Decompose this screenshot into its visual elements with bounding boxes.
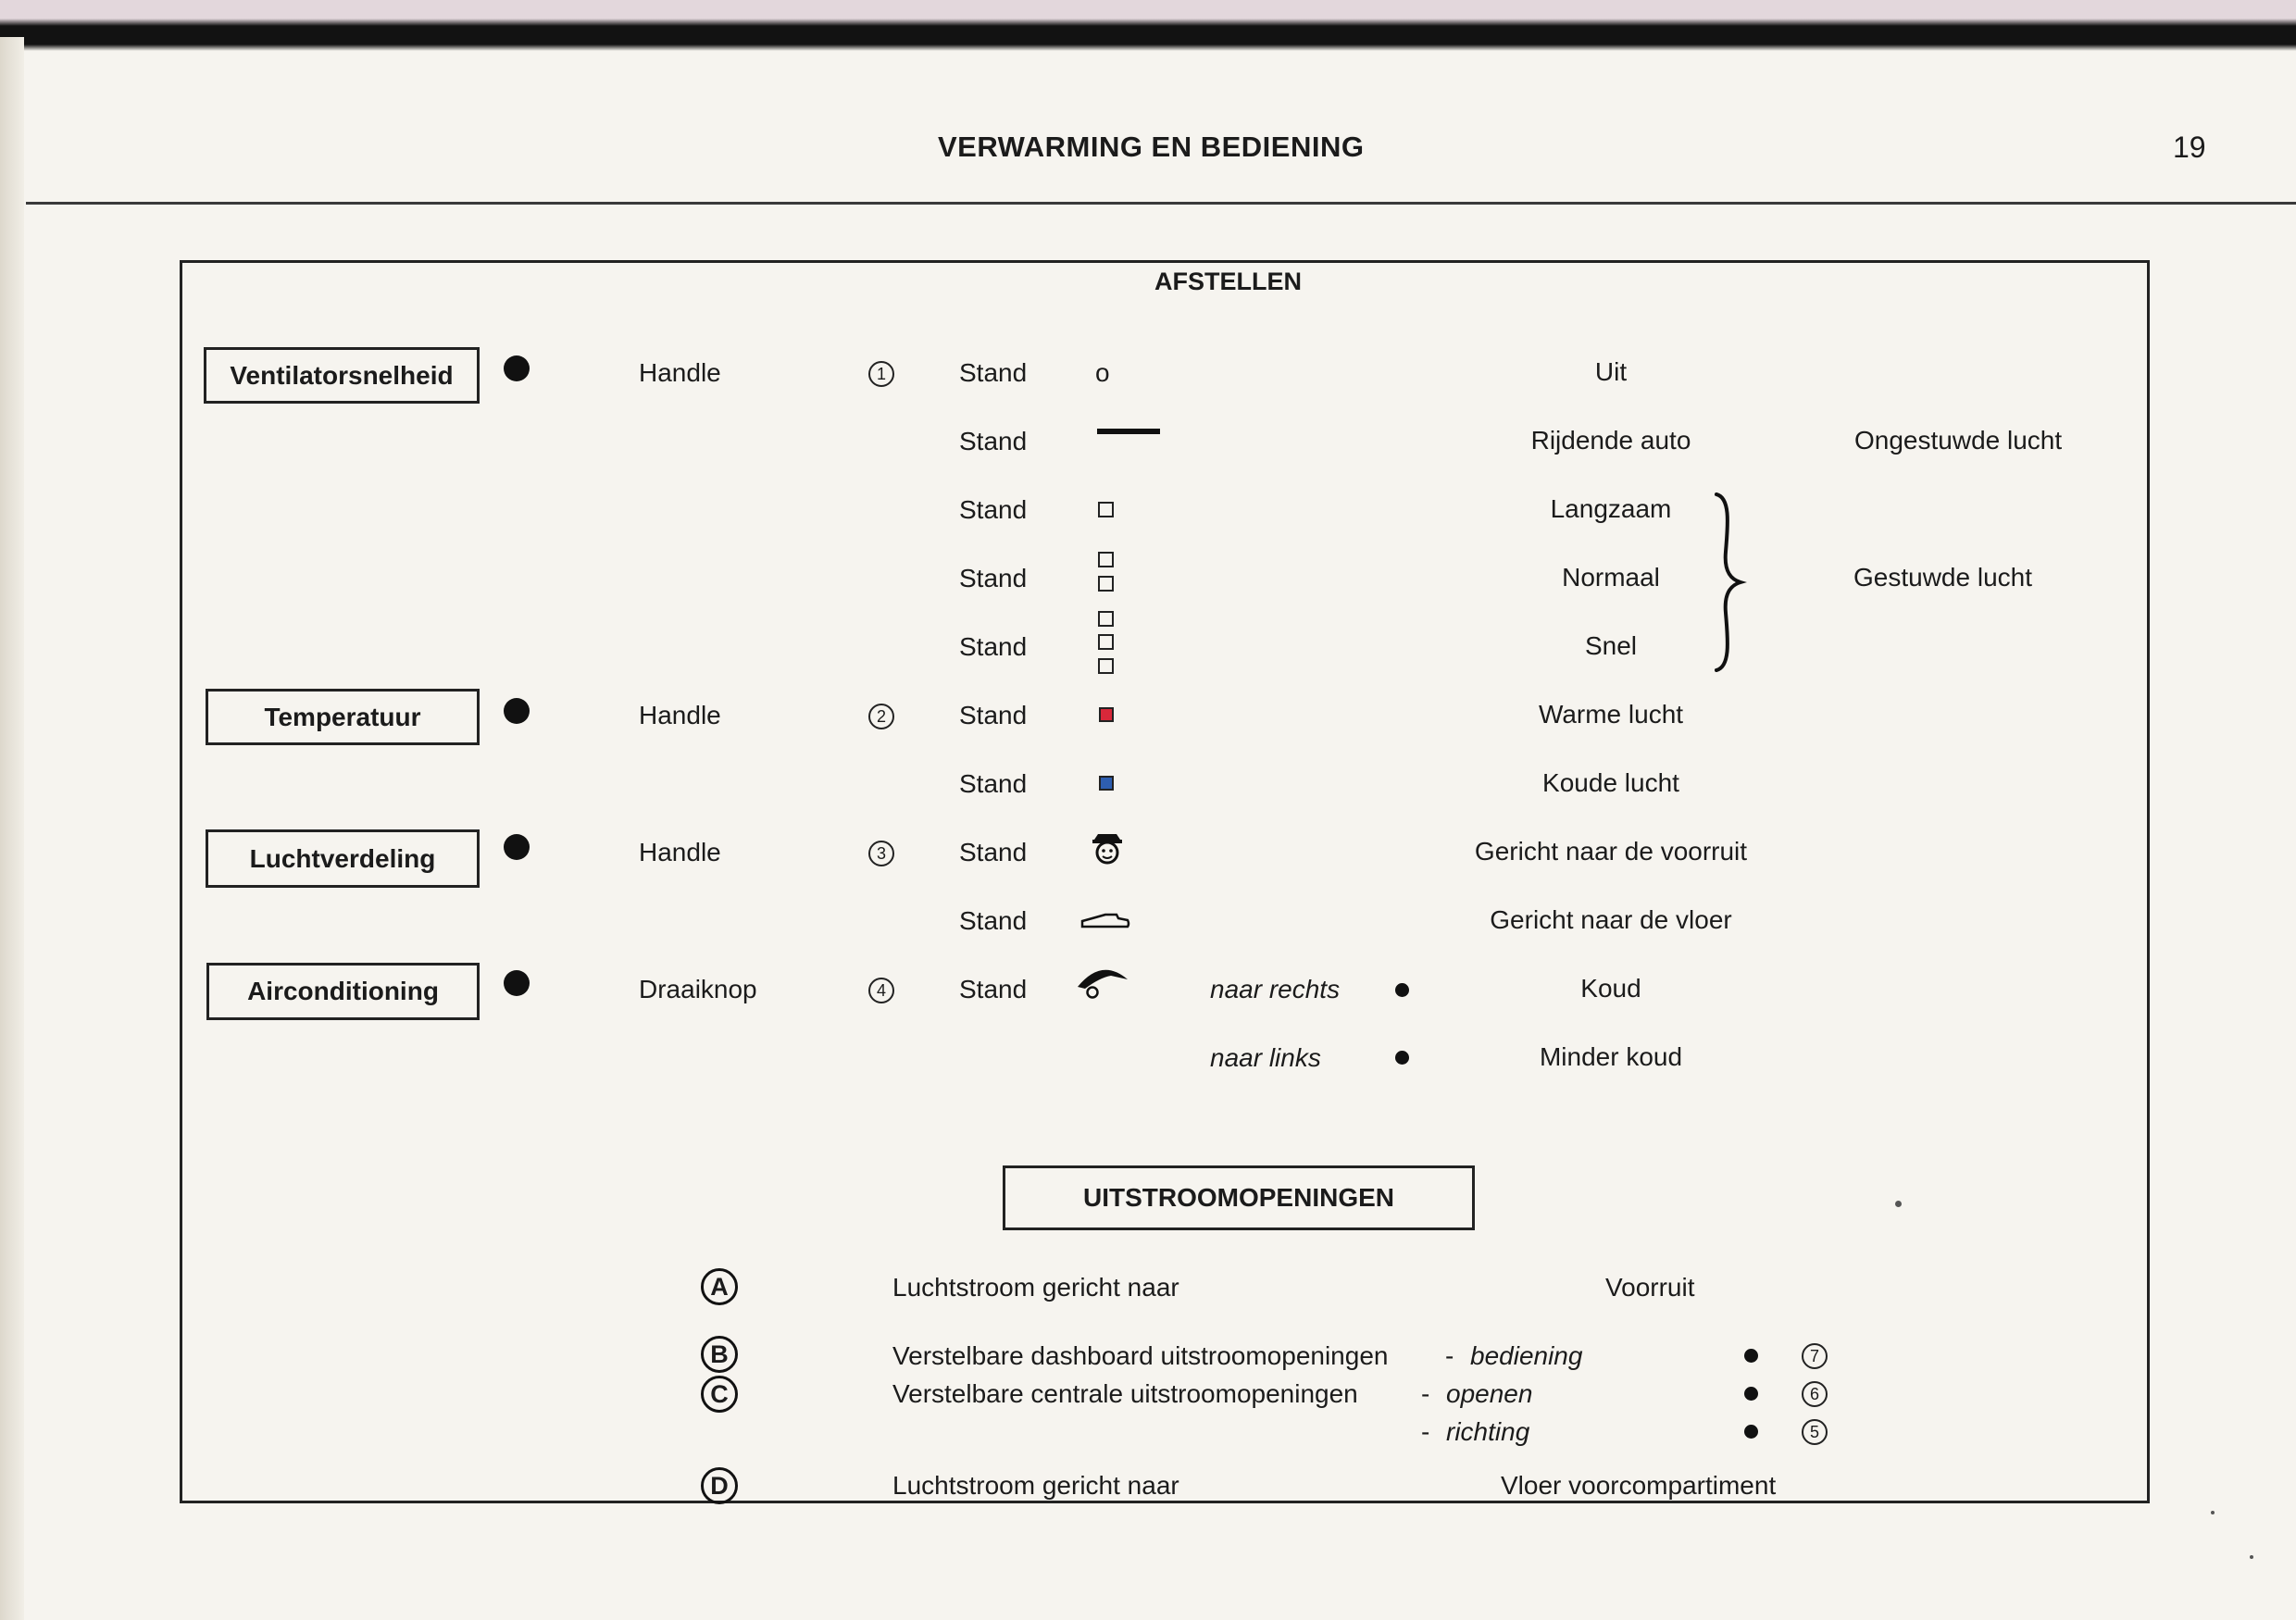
direction-label: naar rechts: [1210, 975, 1341, 1003]
label-airconditioning: Airconditioning: [206, 963, 480, 1020]
outlet-text: Verstelbare dashboard uitstroomopeningen: [892, 1341, 1389, 1370]
speed-1-icon: [1098, 502, 1114, 517]
floor-foot-icon: [1079, 910, 1131, 930]
outlet-dash: -: [1421, 1379, 1430, 1408]
afstellen-title: AFSTELLEN: [1154, 268, 1302, 295]
outlet-text: Luchtstroom gericht naar: [892, 1273, 1179, 1302]
curly-brace: [1713, 491, 1750, 674]
result-text: Minder koud: [1539, 1042, 1683, 1071]
circled-number: 6: [1802, 1381, 1828, 1407]
stand-label: Stand: [959, 769, 1028, 798]
air-type-note: Ongestuwde lucht: [1854, 426, 2063, 455]
bullet-dot: [504, 698, 530, 724]
off-symbol: o: [1095, 358, 1110, 387]
circled-number: 2: [868, 704, 894, 729]
outlet-dash: -: [1421, 1417, 1430, 1446]
warm-air-icon: [1099, 707, 1114, 722]
header-rule: [26, 202, 2296, 205]
circled-number: 4: [868, 978, 894, 1003]
stand-label: Stand: [959, 427, 1028, 455]
page-spine: [0, 37, 24, 1620]
bullet-dot: [1744, 1425, 1758, 1439]
windshield-person-icon: [1091, 830, 1124, 867]
circled-number: 5: [1802, 1419, 1828, 1445]
control-type: Handle: [639, 701, 721, 729]
outlet-letter: A: [701, 1268, 738, 1305]
outlet-sub: openen: [1446, 1379, 1533, 1408]
drive-bar-icon: [1097, 429, 1160, 434]
stand-label: Stand: [959, 358, 1028, 387]
outlet-dash: -: [1445, 1341, 1454, 1370]
circled-number: 1: [868, 361, 894, 387]
scan-top-edge: [0, 0, 2296, 51]
result-text: Gericht naar de voorruit: [1474, 837, 1748, 866]
outlet-letter: D: [701, 1467, 738, 1504]
stand-label: Stand: [959, 495, 1028, 524]
outlet-target: Voorruit: [1605, 1273, 1695, 1302]
stand-label: Stand: [959, 632, 1028, 661]
bullet-dot: [1744, 1349, 1758, 1363]
outlet-target: Vloer voorcompartiment: [1501, 1471, 1777, 1500]
result-text: Warme lucht: [1538, 700, 1684, 729]
stand-label: Stand: [959, 838, 1028, 866]
outlet-letter: C: [701, 1376, 738, 1413]
control-type: Handle: [639, 838, 721, 866]
outlets-title: UITSTROOMOPENINGEN: [1003, 1165, 1475, 1230]
cold-air-icon: [1099, 776, 1114, 791]
result-text: Gericht naar de vloer: [1490, 905, 1732, 934]
label-temperatuur: Temperatuur: [206, 689, 480, 745]
air-type-note: Gestuwde lucht: [1853, 563, 2032, 592]
label-ventilatorsnelheid: Ventilatorsnelheid: [204, 347, 480, 404]
scan-speck: [1895, 1201, 1902, 1207]
stand-label: Stand: [959, 564, 1028, 592]
page-title: VERWARMING EN BEDIENING: [938, 131, 1365, 163]
result-text: Snel: [1584, 631, 1638, 660]
bullet-dot: [1744, 1387, 1758, 1401]
scan-speck: [2211, 1511, 2215, 1514]
outlet-text: Verstelbare centrale uitstroomopeningen: [892, 1379, 1358, 1408]
bullet-dot: [504, 355, 530, 381]
stand-label: Stand: [959, 701, 1028, 729]
control-type: Handle: [639, 358, 721, 387]
outlet-text: Luchtstroom gericht naar: [892, 1471, 1179, 1500]
result-text: Langzaam: [1550, 494, 1672, 523]
bullet-dot: [1395, 1051, 1409, 1065]
result-text: Normaal: [1562, 563, 1660, 592]
result-text: Koude lucht: [1542, 768, 1679, 797]
result-text: Uit: [1594, 357, 1628, 386]
outlet-sub: richting: [1446, 1417, 1530, 1446]
bullet-dot: [504, 834, 530, 860]
bullet-dot: [504, 970, 530, 996]
bullet-dot: [1395, 983, 1409, 997]
stand-label: Stand: [959, 975, 1028, 1003]
control-type: Draaiknop: [639, 975, 757, 1003]
label-luchtverdeling: Luchtverdeling: [206, 829, 480, 888]
result-text: Koud: [1580, 974, 1641, 1003]
scan-speck: [2250, 1555, 2253, 1559]
outlet-sub: bediening: [1470, 1341, 1583, 1370]
circled-number: 7: [1802, 1343, 1828, 1369]
stand-label: Stand: [959, 906, 1028, 935]
direction-label: naar links: [1210, 1043, 1321, 1072]
result-text: Rijdende auto: [1530, 426, 1691, 455]
outlet-letter: B: [701, 1336, 738, 1373]
aircon-dial-icon: [1074, 963, 1129, 1000]
circled-number: 3: [868, 841, 894, 866]
page-number: 19: [2173, 131, 2206, 164]
